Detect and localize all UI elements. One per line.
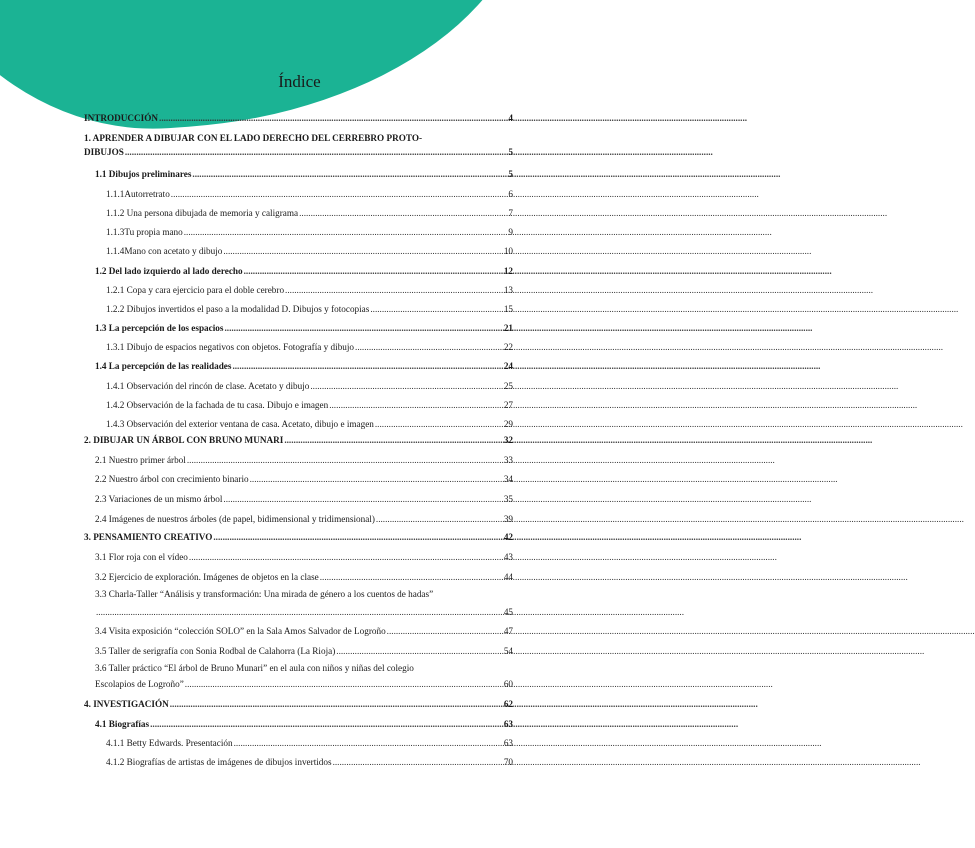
toc-page-number: 39 xyxy=(503,514,513,524)
toc-entry-label: 1.4.2 Observación de la fachada de tu casa. Dibujo e imagen xyxy=(106,400,329,410)
toc-page-number: 25 xyxy=(503,381,513,391)
toc-entry-label: 2.4 Imágenes de nuestros árboles (de papel, bidimensional y tridimensional) xyxy=(95,514,375,524)
toc-leader xyxy=(336,646,503,657)
toc-page-number: 47 xyxy=(503,626,513,636)
toc-entry-label: 1.2 Del lado izquierdo al lado derecho xyxy=(95,266,243,276)
toc-page-number: 7 xyxy=(508,208,513,218)
toc-leader xyxy=(159,113,507,124)
toc-entry-label: 3.1 Flor roja con el vídeo xyxy=(95,552,188,562)
toc-page-number: 5 xyxy=(508,169,513,179)
toc-leader xyxy=(223,494,502,505)
toc-entry-label: 1.3.1 Dibujo de espacios negativos con objetos. Fotografía y dibujo xyxy=(106,342,355,352)
toc-entry-label: 3. PENSAMIENTO CREATIVO xyxy=(84,532,213,542)
toc-entry-label: 2.1 Nuestro primer árbol xyxy=(95,455,186,465)
toc-entry-label-continuation: Escolapios de Logroño” xyxy=(95,679,184,689)
toc-page-number: 70 xyxy=(503,757,513,767)
toc-leader xyxy=(187,455,503,466)
toc-entry-label: 1.2.2 Dibujos invertidos el paso a la modalidad D. Dibujos y fotocopias xyxy=(106,304,370,314)
toc-entry-label: 3.5 Taller de serigrafía con Sonia Rodbal de Calahorra (La Rioja) xyxy=(95,646,336,656)
toc-entry-label: INTRODUCCIÓN xyxy=(84,113,159,123)
toc-page-number: 62 xyxy=(503,699,513,709)
toc-page-number: 10 xyxy=(503,246,513,256)
toc-page-number: 35 xyxy=(503,494,513,504)
toc-entry-label: 4. INVESTIGACIÓN xyxy=(84,699,169,709)
toc-leader xyxy=(320,572,503,583)
toc-page-number: 4 xyxy=(508,113,513,123)
page-title: Índice xyxy=(278,72,321,91)
toc-page-number: 34 xyxy=(503,474,513,484)
toc-leader xyxy=(125,147,508,158)
toc-entry-label: 3.4 Visita exposición “colección SOLO” en la Sala Amos Salvador de Logroño xyxy=(95,626,386,636)
toc-page-number: 33 xyxy=(503,455,513,465)
toc-leader xyxy=(244,266,503,277)
toc-leader xyxy=(329,400,503,411)
toc-leader xyxy=(224,323,502,334)
toc-entry-label: 3.3 Charla-Taller “Análisis y transformación: Una mirada de género a los cuentos de hadas” xyxy=(95,589,434,599)
toc-entry-label: 1.2.1 Copa y cara ejercicio para el doble cerebro xyxy=(106,285,285,295)
toc-leader xyxy=(310,381,502,392)
toc-entry-label: 2. DIBUJAR UN ÁRBOL CON BRUNO MUNARI xyxy=(84,435,284,445)
toc-page-number: 60 xyxy=(503,679,513,689)
toc-entry-label: 1. APRENDER A DIBUJAR CON EL LADO DERECHO DEL CERREBRO PROTO- xyxy=(84,133,423,143)
toc-leader xyxy=(299,208,507,219)
toc-entry-label: 1.3 La percepción de los espacios xyxy=(95,323,224,333)
toc-page-number: 44 xyxy=(503,572,513,582)
toc-leader xyxy=(387,626,503,637)
toc-page-number: 54 xyxy=(503,646,513,656)
toc-entry-label: 1.4.1 Observación del rincón de clase. Acetato y dibujo xyxy=(106,381,310,391)
toc-leader xyxy=(213,532,502,543)
toc-page-number: 43 xyxy=(503,552,513,562)
toc-entry-label: 2.3 Variaciones de un mismo árbol xyxy=(95,494,223,504)
toc-page-number: 9 xyxy=(508,227,513,237)
toc-leader xyxy=(355,342,503,353)
toc-leader xyxy=(170,699,503,710)
toc-leader xyxy=(223,246,502,257)
toc-leader xyxy=(370,304,502,315)
toc-leader xyxy=(185,679,503,690)
toc-page-number: 63 xyxy=(503,719,513,729)
toc-leader xyxy=(375,419,503,430)
toc-page-number: 42 xyxy=(503,532,513,542)
toc-page-number: 21 xyxy=(503,323,513,333)
toc-leader xyxy=(250,474,503,485)
toc-leader xyxy=(171,189,508,200)
toc-leader xyxy=(232,361,502,372)
toc-page-number: 24 xyxy=(503,361,513,371)
toc-entry-label: 4.1 Biografías xyxy=(95,719,150,729)
toc-leader xyxy=(234,738,503,749)
toc-entry-label: 1.1.2 Una persona dibujada de memoria y caligrama xyxy=(106,208,299,218)
toc-entry-label: 4.1.1 Betty Edwards. Presentación xyxy=(106,738,233,748)
toc-leader xyxy=(192,169,507,180)
toc-leader xyxy=(285,285,503,296)
toc-page-number: 5 xyxy=(508,147,513,157)
toc-leader xyxy=(376,514,503,525)
toc-entry-label: 1.1 Dibujos preliminares xyxy=(95,169,192,179)
toc-page-number: 32 xyxy=(503,435,513,445)
toc-entry-label: 1.4.3 Observación del exterior ventana de casa. Acetato, dibujo e imagen xyxy=(106,419,374,429)
toc-page-number: 13 xyxy=(503,285,513,295)
toc-entry-label: 1.1.3Tu propia mano xyxy=(106,227,183,237)
toc-page-number: 27 xyxy=(503,400,513,410)
toc-page-number: 45 xyxy=(503,607,513,617)
toc-entry-label: 2.2 Nuestro árbol con crecimiento binario xyxy=(95,474,249,484)
toc-leader xyxy=(150,719,503,730)
toc-leader xyxy=(184,227,508,238)
toc-entry-label: 4.1.2 Biografías de artistas de imágenes de dibujos invertidos xyxy=(106,757,332,767)
toc-entry-label: 1.4 La percepción de las realidades xyxy=(95,361,232,371)
toc-entry-label: 1.1.4Mano con acetato y dibujo xyxy=(106,246,223,256)
toc-page-number: 63 xyxy=(503,738,513,748)
toc-page-number: 6 xyxy=(508,189,513,199)
toc-page-number: 15 xyxy=(503,304,513,314)
toc-leader xyxy=(96,607,503,618)
toc-entry-label: 3.2 Ejercicio de exploración. Imágenes de objetos en la clase xyxy=(95,572,319,582)
toc-page-number: 22 xyxy=(503,342,513,352)
toc-entry-label: 1.1.1Autorretrato xyxy=(106,189,170,199)
toc-page-number: 12 xyxy=(503,266,513,276)
toc-page-number: 29 xyxy=(503,419,513,429)
toc-leader xyxy=(333,757,503,768)
toc-leader xyxy=(189,552,503,563)
toc-entry-label-continuation: DIBUJOS xyxy=(84,147,124,157)
toc-leader xyxy=(284,435,502,446)
toc-entry-label: 3.6 Taller práctico “El árbol de Bruno Munari” en el aula con niños y niñas del colegio xyxy=(95,663,414,673)
